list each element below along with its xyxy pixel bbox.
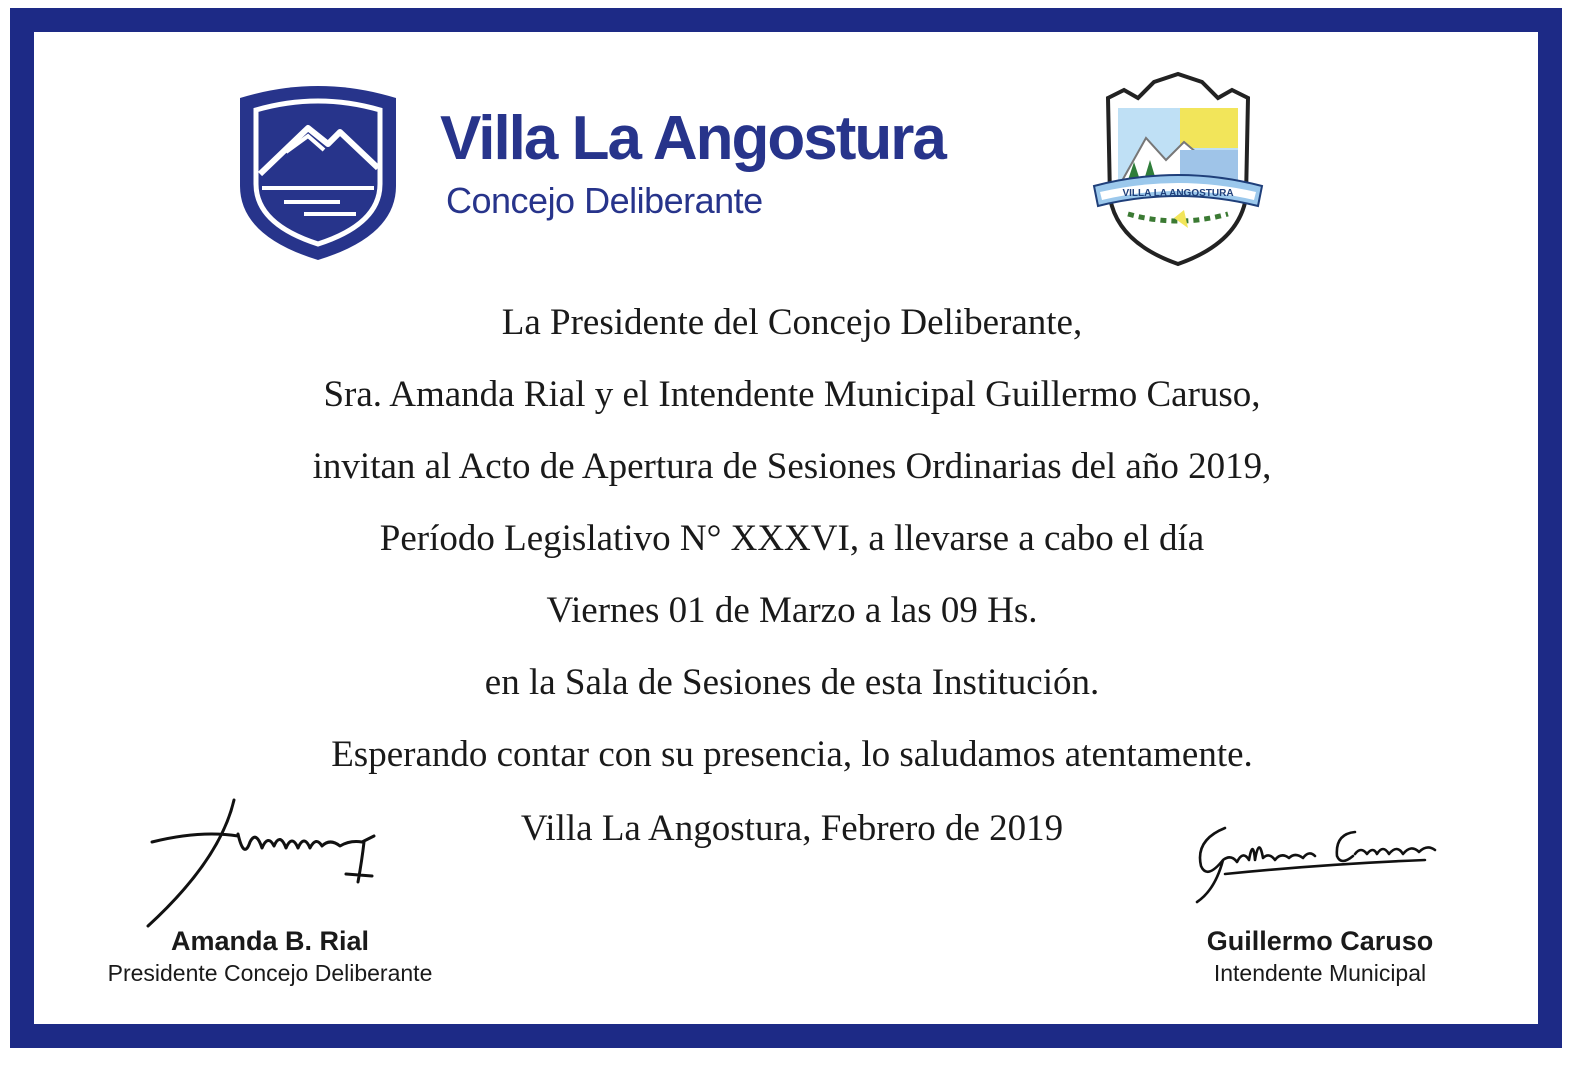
signature-amanda-rial bbox=[140, 790, 390, 930]
municipal-coat-of-arms-icon bbox=[1088, 68, 1268, 268]
invitation-line-3: invitan al Acto de Apertura de Sesiones Ordinarias del año 2019, bbox=[312, 446, 1272, 487]
signer-left-role: Presidente Concejo Deliberante bbox=[107, 960, 433, 986]
invitation-line-7: Esperando contar con su presencia, lo saludamos atentamente. bbox=[331, 734, 1253, 775]
invitation-date-line: Villa La Angostura, Febrero de 2019 bbox=[520, 808, 1064, 849]
brand-title: Villa La Angostura bbox=[440, 104, 945, 173]
invitation-line-1: La Presidente del Concejo Deliberante, bbox=[501, 302, 1083, 343]
mountain-shield-icon bbox=[228, 76, 408, 266]
crest-text: VILLA LA ANGOSTURA bbox=[1122, 188, 1234, 199]
invitation-line-2: Sra. Amanda Rial y el Intendente Municipal Guillermo Caruso, bbox=[323, 374, 1261, 415]
signer-right-name: Guillermo Caruso bbox=[1206, 926, 1434, 956]
signer-right-role: Intendente Municipal bbox=[1213, 960, 1427, 986]
invitation-line-4: Período Legislativo N° XXXVI, a llevarse a cabo el día bbox=[379, 518, 1205, 559]
invitation-line-6: en la Sala de Sesiones de esta Institución. bbox=[484, 662, 1100, 703]
invitation-line-5: Viernes 01 de Marzo a las 09 Hs. bbox=[546, 590, 1038, 631]
signature-guillermo-caruso bbox=[1185, 810, 1455, 910]
signer-left-name: Amanda B. Rial bbox=[170, 926, 370, 956]
brand-subtitle: Concejo Deliberante bbox=[446, 180, 763, 221]
